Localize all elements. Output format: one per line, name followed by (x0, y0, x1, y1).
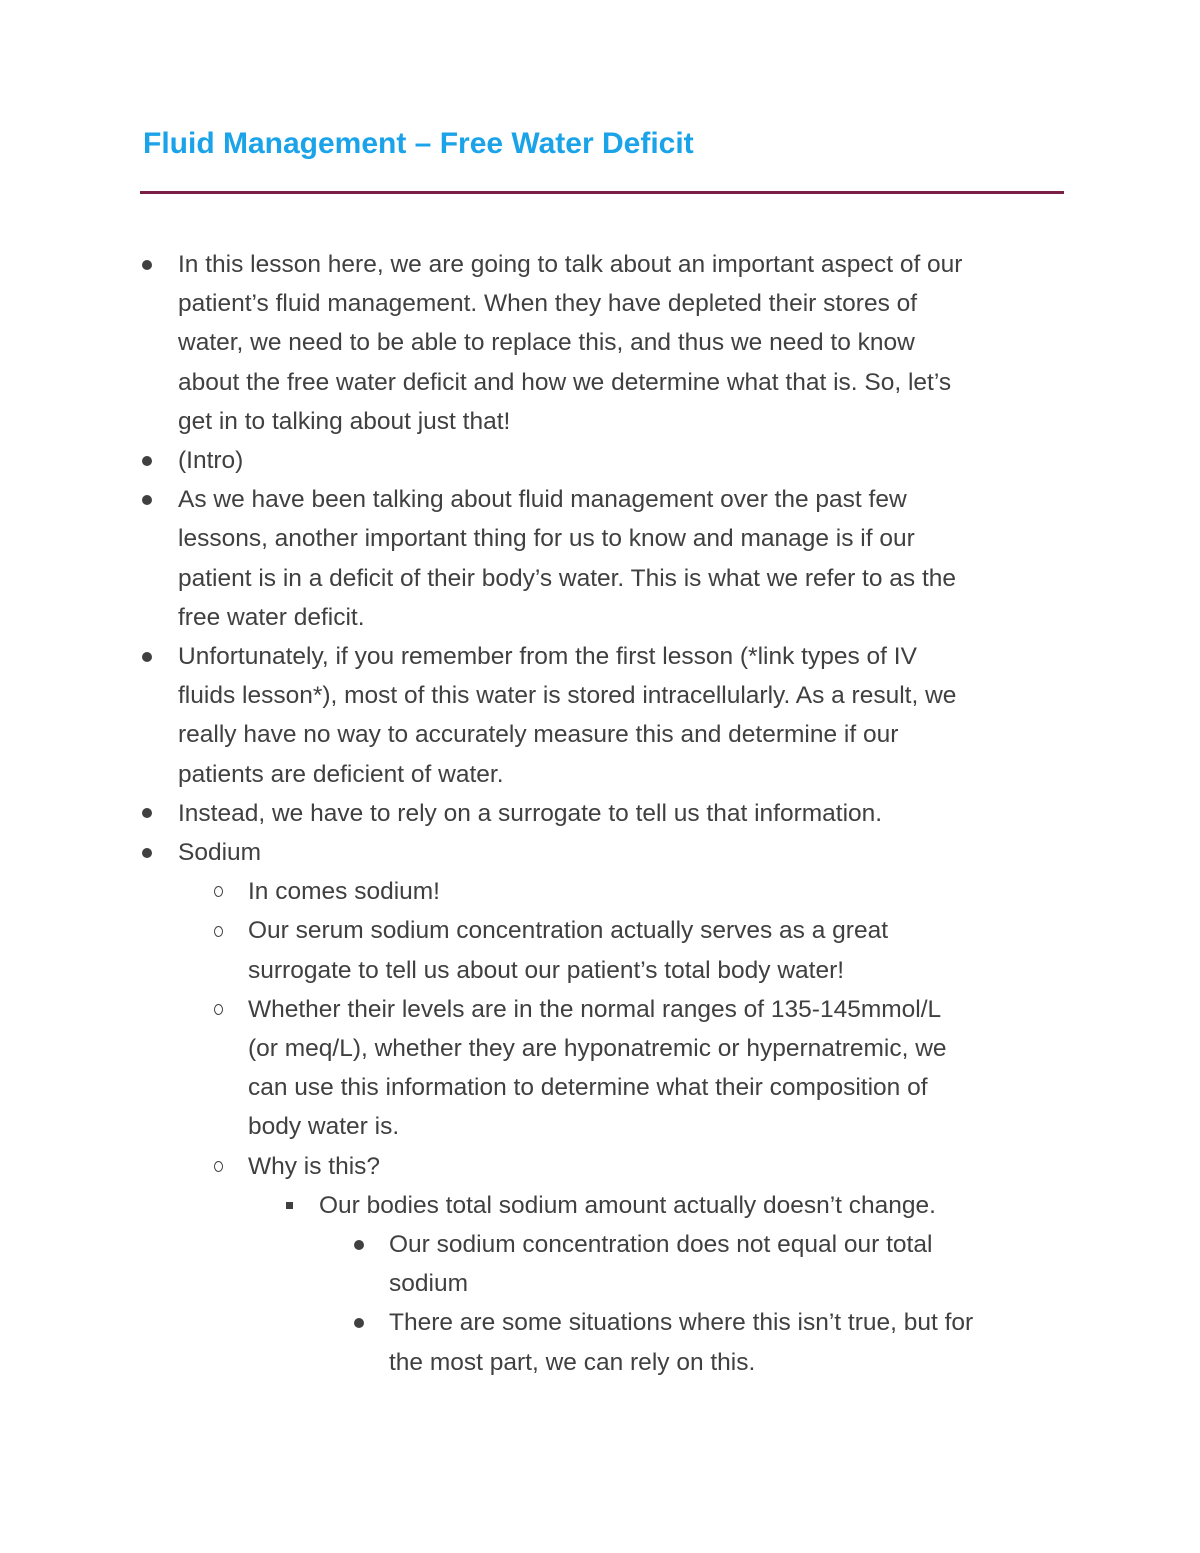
bullet-ring-icon (214, 911, 223, 950)
sub-list-item (248, 911, 1068, 989)
bullet-dot-icon (142, 480, 152, 519)
bullet-dot-icon (142, 245, 152, 284)
bullet-dot-icon (142, 833, 152, 872)
document-title: Fluid Management – Free Water Deficit (143, 127, 694, 160)
bullet-square-icon (286, 1186, 293, 1225)
bullet-dot-icon (354, 1225, 364, 1264)
list-item-text: There are some situations where this isn’t true, but for the most part, we can rely on this. (389, 1309, 974, 1376)
list-item (178, 833, 1068, 872)
sub-list-item (248, 990, 1068, 1147)
list-item-text: Our sodium concentration does not equal our total sodium (389, 1231, 933, 1298)
nested-list-item (389, 1225, 1069, 1303)
sub-list-item (248, 1147, 1068, 1186)
bullet-dot-icon (142, 794, 152, 833)
list-item (178, 245, 1068, 441)
sub-list-item (248, 872, 1068, 911)
list-item-text: Whether their levels are in the normal ranges of 135-145mmol/L (or meq/L), whether they are hyponatremic or hypernatremic, we can use this information to determine what their composition of body water is. (248, 995, 947, 1141)
list-item-text: Sodium (178, 839, 262, 867)
list-item (178, 794, 1068, 833)
list-item-text: In this lesson here, we are going to talk about an important aspect of our patient’s fluid management. When they have depleted their stores of water, we need to be able to replace this, and thus we need to know about the free water deficit and how we determine what that is. So, let’s get in to talking about just that! (178, 251, 963, 435)
list-item (178, 637, 1068, 794)
bullet-dot-icon (142, 637, 152, 676)
list-item-text: Our bodies total sodium amount actually doesn’t change. (319, 1191, 936, 1219)
title-divider (140, 191, 1064, 194)
list-item (178, 480, 1068, 637)
bullet-dot-icon (354, 1303, 364, 1342)
list-item-text: As we have been talking about fluid management over the past few lessons, another important thing for us to know and manage is if our patient is in a deficit of their body’s water. This is what we refer to as the free water deficit. (178, 486, 957, 631)
bullet-ring-icon (214, 872, 223, 911)
sub-sub-list-item (319, 1186, 1069, 1225)
list-item-text: Unfortunately, if you remember from the first lesson (*link types of IV fluids lesson*), most of this water is stored intracellularly. As a result, we really have no way to accurately measure this and determine if our patients are deficient of water. (178, 643, 957, 788)
bullet-ring-icon (214, 1147, 223, 1186)
list-item-text: In comes sodium! (248, 878, 440, 906)
list-item (178, 441, 1068, 480)
list-item-text: (Intro) (178, 447, 244, 475)
bullet-list (0, 245, 1200, 1382)
nested-list-item (389, 1303, 1069, 1381)
bullet-ring-icon (214, 990, 223, 1029)
list-item-text: Our serum sodium concentration actually serves as a great surrogate to tell us about our patient’s total body water! (248, 917, 889, 984)
list-item-text: Instead, we have to rely on a surrogate to tell us that information. (178, 799, 883, 827)
list-item-text: Why is this? (248, 1152, 381, 1180)
bullet-dot-icon (142, 441, 152, 480)
